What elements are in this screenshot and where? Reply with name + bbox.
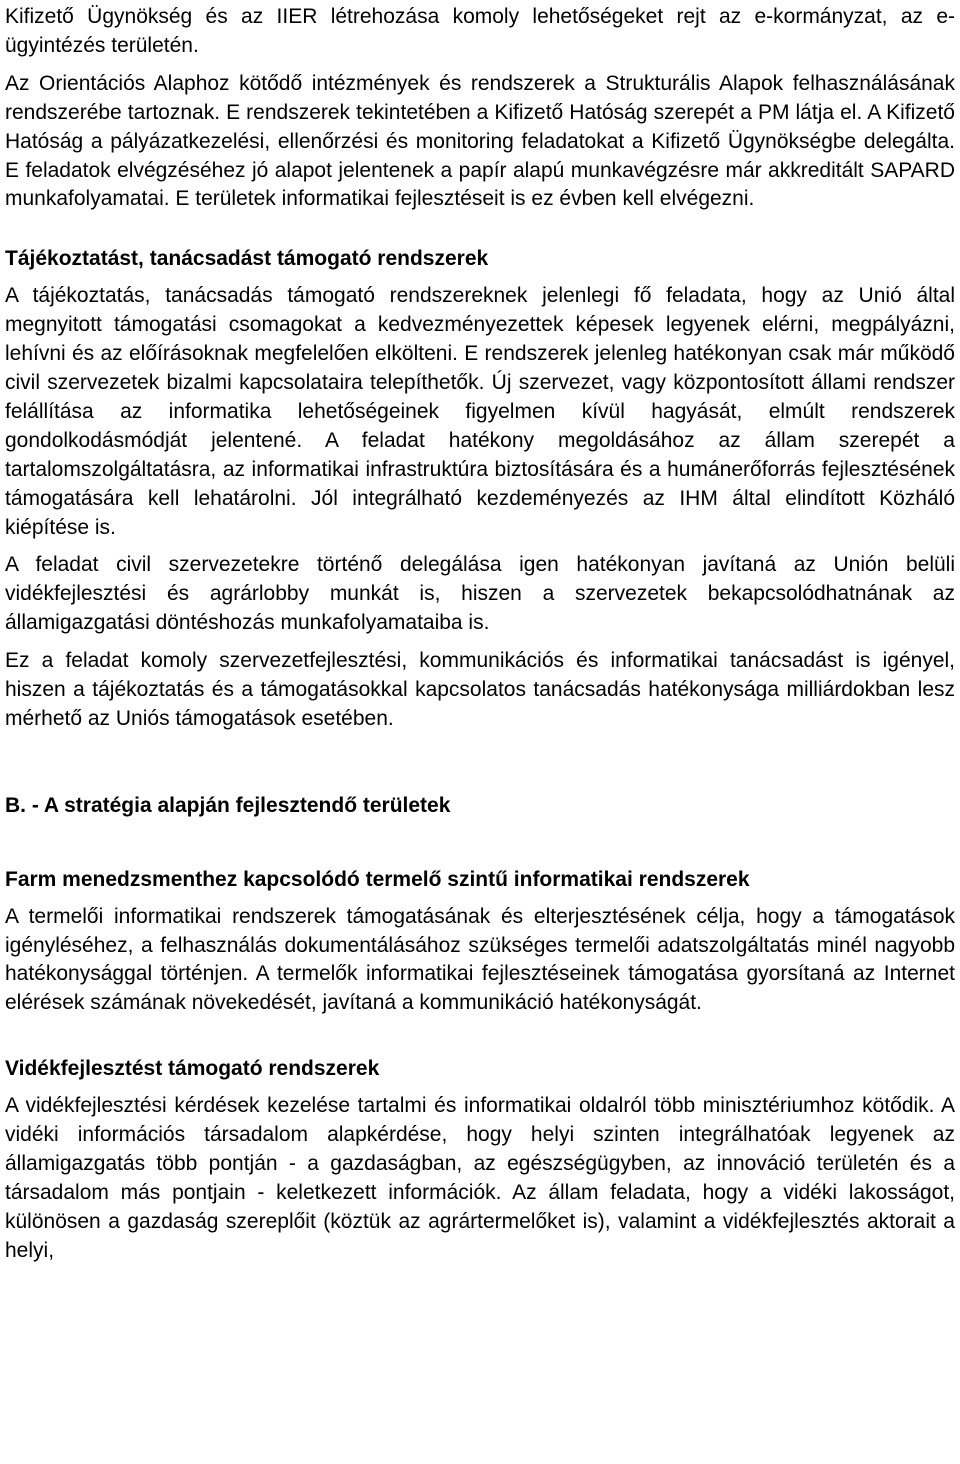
heading-strategia: B. - A stratégia alapján fejlesztendő területek — [5, 793, 451, 817]
paragraph-videkfejlesztes: A vidékfejlesztési kérdések kezelése tartalmi és informatikai oldalról több minisztériumhoz kötődik. A vidéki információs társadalom alapkérdése, hogy helyi szinten integrálhatóak legyenek az államigazgatás több pontján - a gazdaságban, az egészségügyben, az innováció területén és a társadalom más pontjain - keletkezett információk. Az állam feladata, hogy a vidéki lakosságot, különösen a gazdaság szereplőit (köztük az agrártermelőket is), valamint a vidékfejlesztés aktorait a helyi, — [5, 1094, 955, 1262]
heading-farm-menedzsment: Farm menedzsmenthez kapcsolódó termelő szintű informatikai rendszerek — [5, 867, 750, 891]
paragraph-orientacios-alap: Az Orientációs Alaphoz kötődő intézmények és rendszerek a Strukturális Alapok felhasználásának rendszerébe tartoznak. E rendszerek tekintetében a Kifizető Hatóság szerepét a PM látja el. A Kifizető Hatóság a pályázatkezelési, ellenőrzési és monitoring feladatokat a Kifizető Ügynökségbe delegálta. E feladatok elvégzéséhez jó alapot jelentenek a papír alapú munkavégzésre már akkreditált SAPARD munkafolyamatai. E területek informatikai fejlesztéseit is ez évben kell elvégezni. — [5, 71, 955, 211]
paragraph-civil-szervezetek: A feladat civil szervezetekre történő delegálása igen hatékonyan javítaná az Unión belüli vidékfejlesztési és agrárlobby munkát is, hiszen a szervezetek bekapcsolódhatnának az államigazgatási döntéshozás munkafolyamataiba is. — [5, 553, 955, 635]
paragraph-termeloi-rendszerek: A termelői informatikai rendszerek támogatásának és elterjesztésének célja, hogy a támogatások igényléséhez, a felhasználás dokumentálásához szükséges termelői adatszolgáltatás minél nagyobb hatékonysággal történjen. A termelők informatikai fejlesztéseinek támogatása gyorsítaná az Internet elérések számának növekedését, javítaná a kommunikáció hatékonyságát. — [5, 904, 955, 1015]
paragraph-kifizeto-ugynokseg: Kifizető Ügynökség és az IIER létrehozása komoly lehetőségeket rejt az e-kormányzat, az e-ügyintézés területén. — [5, 5, 955, 57]
heading-tajekoztatas: Tájékoztatást, tanácsadást támogató rendszerek — [5, 247, 489, 271]
paragraph-szervezetfejlesztes: Ez a feladat komoly szervezetfejlesztési, kommunikációs és informatikai tanácsadást is igényel, hiszen a tájékoztatás és a támogatásokkal kapcsolatos tanácsadás hatékonysága milliárdokban lesz mérhető az Uniós támogatások esetében. — [5, 649, 955, 730]
paragraph-tajekoztatas: A tájékoztatás, tanácsadás támogató rendszereknek jelenlegi fő feladata, hogy az Unió által megnyitott támogatási csomagokat a kedvezményezettek képesek legyenek elérni, megpályázni, lehívni és az előírásoknak megfelelően elkölteni. E rendszerek jelenleg hatékonyan csak már működő civil szervezetek bizalmi kapcsolataira telepíthetők. Új szervezet, vagy központosított állami rendszer felállítása az informatika lehetőségeinek figyelmen kívül hagyását, elmúlt rendszerek gondolkodásmódját jelentené. A feladat hatékony megoldásához az állam szerepét a tartalomszolgáltatásra, az informatikai infrastruktúra biztosítására és a humánerőforrás fejlesztésének támogatására kell lehatárolni. Jól integrálható kezdeményezés az IHM által elindított Közháló kiépítése is. — [5, 284, 955, 539]
heading-videkfejlesztes: Vidékfejlesztést támogató rendszerek — [5, 1057, 380, 1081]
document-page — [5, 3, 955, 1266]
